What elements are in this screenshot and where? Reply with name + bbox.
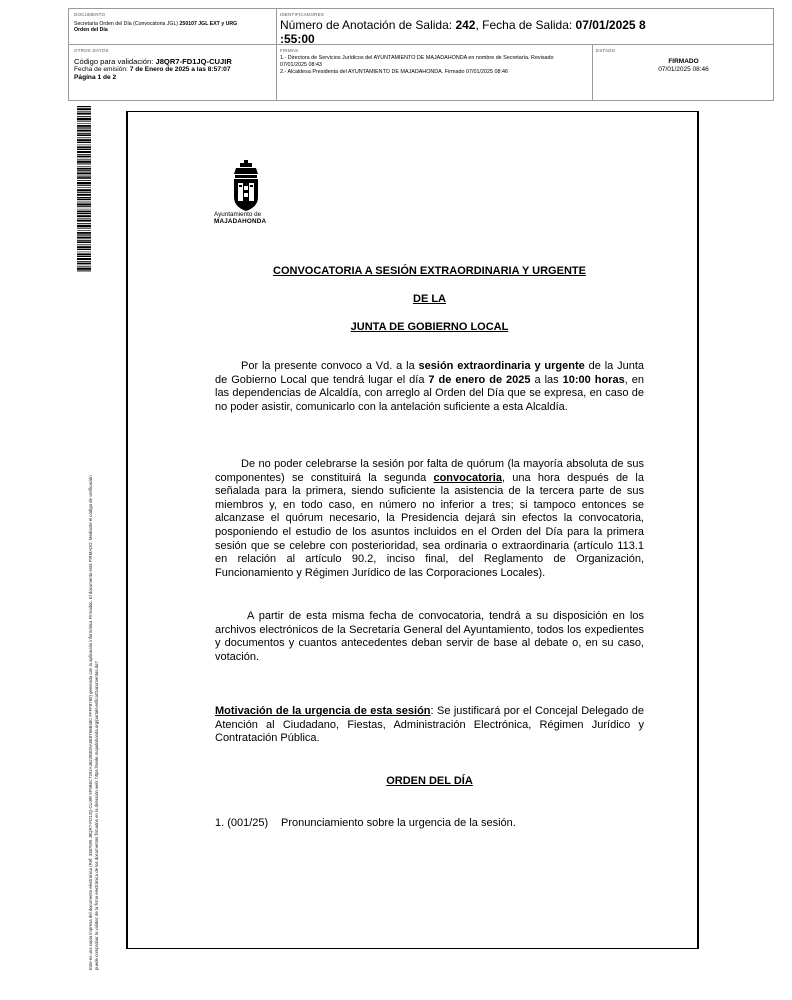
p2-convocatoria: convocatoria [433, 471, 502, 484]
p1-text-c: de la Junta de Gobierno Local que tendrá lugar el día [215, 360, 645, 386]
agenda-item-text: Pronunciamiento sobre la urgencia de la sesión. [281, 817, 516, 829]
codigo-label: Código para validación: [74, 57, 156, 66]
documento-line2: Orden del Día [74, 27, 108, 34]
barcode-image [77, 106, 91, 273]
doc-title-3: JUNTA DE GOBIERNO LOCAL [350, 321, 509, 333]
estado-label: ESTADO [596, 48, 616, 53]
verification-side-text [88, 280, 99, 970]
fecha-emision-label: Fecha de emisión: [74, 66, 130, 73]
documento-line1-bold: 250107 JGL EXT y URG [179, 21, 238, 27]
paragraph-convocatoria [215, 360, 644, 414]
doc-title-2: DE LA [413, 293, 446, 305]
p1-text-g: , en las dependencias de Alcaldía, con arreglo al Orden del Día que se expresa, en caso de no poder asistir, comunicarlo con la antelación suficiente a esta Alcaldía. [215, 373, 644, 413]
codigo-validacion: J8QR7-FD1JQ-CUJIR [155, 57, 232, 66]
identificadores-label: IDENTIFICADORES [280, 12, 325, 17]
paragraph-quorum [215, 458, 644, 580]
fecha-salida-a: 07/01/2025 8 [575, 18, 646, 32]
firmas-label: FIRMAS [280, 48, 299, 53]
p1-text-a: Por la presente convoco a Vd. a la [241, 360, 419, 372]
verification-line-1: Este es una copia impresa del documento electrónico (Ref: 3387595 J8QR7-FD1JQ-CUJIR 9F5B5C7292A4622B3D5A5E0765B48C FFFF8769) generada con la aplicación informática Firmadoc. El documento está FIRMADO. Mediante el código de verificación [88, 475, 93, 970]
p4-motivacion-label: Motivación de la urgencia de esta sesión [215, 705, 431, 717]
paragraph-archivos: A partir de esta misma fecha de convocatoria, tendrá a su disposición en los archivos electrónicos de la Secretaría General del Ayuntamiento, todos los expedientes y documentos y cuantos antecedentes deban servir de base al debate o, en su caso, votación. [215, 610, 644, 663]
document-header-table [68, 8, 774, 101]
anotacion-middle: , Fecha de Salida: [475, 18, 576, 32]
firma-1: 1.- Directora de Servicios Jurídicos del AYUNTAMIENTO DE MAJADAHONDA en nombre de Secretaría. Revisado [280, 55, 554, 61]
p1-sesion: sesión extraordinaria y urgente [418, 360, 585, 372]
verification-line-2: puede comprobar la validez de la firma electrónica de los documentos firmados en la dirección web: https://sede.majadahonda.org/portal/verificarDocumentos.do? [93, 661, 99, 970]
otros-datos-label: OTROS DATOS [74, 48, 109, 53]
doc-title-1: CONVOCATORIA A SESIÓN EXTRAORDINARIA Y URGENTE [273, 265, 586, 277]
agenda-item [215, 817, 644, 831]
p1-fecha: 7 de enero de 2025 [428, 373, 531, 386]
fecha-emision: 7 de Enero de 2025 a las 8:57:07 [129, 66, 231, 73]
logo-text [214, 211, 284, 226]
orden-del-dia-title: ORDEN DEL DÍA [386, 775, 473, 787]
anotacion-numero: 242 [455, 18, 476, 32]
identificadores-cell [280, 12, 770, 46]
p4-text: : Se justificará por el Concejal Delegado de Atención al Ciudadano, Fiestas, Administración Electrónica, Régimen Jurídico y Contratación Pública. [215, 705, 644, 745]
estado-cell [596, 48, 771, 73]
estado-date: 07/01/2025 08:46 [658, 66, 709, 73]
documento-line1: Secretaría Orden del Día (Convocatoria JGL) [74, 21, 179, 27]
estado-value: FIRMADO [668, 58, 699, 65]
agenda-item-number: 1. (001/25) [215, 817, 269, 829]
otros-datos-cell [74, 48, 272, 82]
paragraph-motivacion [215, 705, 644, 746]
documento-label: DOCUMENTO [74, 12, 106, 17]
logo-line-2: MAJADAHONDA [214, 218, 267, 226]
logo-line-1: Ayuntamiento de [214, 211, 262, 218]
firmas-cell [280, 48, 588, 75]
p1-text-e: a las [530, 373, 563, 386]
fecha-salida-b: :55:00 [280, 32, 315, 46]
p2-text-a: De no poder celebrarse la sesión por falta de quórum (la mayoría absoluta de sus componentes) se constituirá la segunda [215, 458, 644, 484]
documento-cell [74, 12, 272, 33]
anotacion-prefix: Número de Anotación de Salida: [280, 18, 456, 32]
firma-1-fecha: 07/01/2025 08:43 [280, 61, 322, 68]
p1-hora: 10:00 horas [562, 373, 625, 386]
firma-2: 2.- Alcaldesa Presidenta del AYUNTAMIENTO DE MAJADAHONDA. Firmado 07/01/2025 08:46 [280, 68, 508, 75]
p2-text-c: , una hora después de la señalada para la primera, siendo suficiente la asistencia de la tercera parte de sus miembros y, en todo caso, en número no inferior a tres; si tampoco entonces se alcanzase el quórum necesario, la Presidencia dejará sin efectos la convocatoria, posponiendo el estudio de los asuntos incluidos en el Orden del Día para la primera sesión que se celebre con posterioridad, sea ordinaria o extraordinaria (artículo 113.1 en relación al artículo 90.2, inciso final, del Reglamento de Organización, Funcionamiento y Régimen Jurídico de las Corporaciones Locales). [215, 471, 644, 579]
pagina-indicador: Página 1 de 2 [74, 74, 117, 81]
